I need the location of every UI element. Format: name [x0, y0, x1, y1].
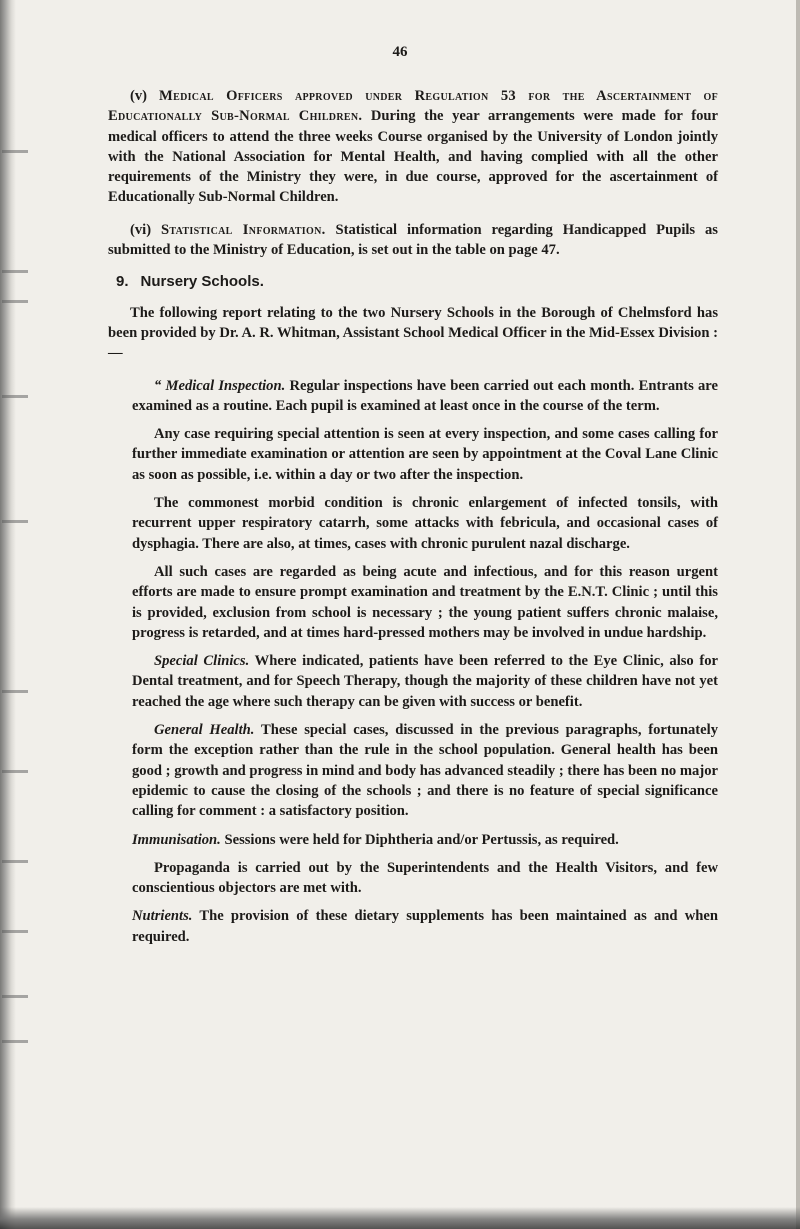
- bottom-shadow: [0, 1207, 800, 1229]
- section-v-body: During the year arrangements were made for four medical officers to attend the three weeks Course organised by the University of London jointly with the National Association for Mental Health, and having complied with all the other requirements of the Ministry they were, in due course, approved for the ascertainment of Educationally Sub-Normal Children.: [108, 108, 718, 206]
- acute-cases-paragraph: All such cases are regarded as being acute and infectious, and for this reason urgent efforts are made to ensure prompt examination and treatment by the E.N.T. Clinic ; until this is provided, exclusion from school is necessary ; the young patient suffers chronic malaise, progress is retarded, and at times hard-pressed mothers may be involved in undue hardship.: [132, 563, 718, 641]
- binding-marks: [0, 0, 40, 1229]
- page-edge: [796, 0, 800, 1229]
- section-vi-body: Statistical information regarding Handicapped Pupils as submitted to the Ministry of Education, is set out in the table on page 47.: [108, 221, 718, 259]
- section-vi: [108, 220, 718, 261]
- nutrients-body: The provision of these dietary supplements has been maintained as and when required.: [132, 908, 718, 945]
- page-number: 46: [392, 44, 408, 60]
- section-9-title: Nursery Schools.: [140, 273, 264, 291]
- section-v-title: Medical Officers approved under Regulation 53 for the Ascertainment of Educationally Sub-Normal Children.: [108, 88, 718, 125]
- medical-inspection-heading: “ Medical Inspection.: [154, 377, 286, 394]
- special-clinics-heading: Special Clinics.: [154, 653, 250, 670]
- special-clinics-body: Where indicated, patients have been referred to the Eye Clinic, also for Dental treatment, and for Speech Therapy, though the majority of these children have not yet reached the age where such therapy can be given with success or benefit.: [132, 653, 719, 710]
- special-attention-paragraph: Any case requiring special attention is seen at every inspection, and some cases calling for further immediate examination or attention are seen by appointment at the Coval Lane Clinic as soon as possible, i.e. within a day or two after the inspection.: [132, 426, 718, 483]
- general-health-heading: General Health.: [154, 722, 255, 739]
- morbid-condition-paragraph: The commonest morbid condition is chronic enlargement of infected tonsils, with recurrent upper respiratory catarrh, some attacks with febricula, and occasional cases of dysphagia. There are also, at times, cases with chronic purulent nazal discharge.: [132, 495, 718, 552]
- section-vi-label: (vi): [130, 221, 152, 238]
- nutrients-heading: Nutrients.: [132, 908, 193, 925]
- page-body: [108, 86, 718, 955]
- nursery-report: [132, 376, 718, 947]
- immunisation-heading: Immunisation.: [132, 831, 221, 848]
- section-v-label: (v): [130, 88, 148, 104]
- section-9-heading: [116, 272, 718, 292]
- medical-inspection-paragraph: [132, 376, 718, 417]
- special-clinics-paragraph: [132, 651, 718, 712]
- immunisation-paragraph: [132, 830, 718, 850]
- nutrients-paragraph: [132, 906, 718, 947]
- section-v: [108, 86, 718, 208]
- section-vi-title: Statistical Information.: [160, 221, 326, 238]
- immunisation-body: Sessions were held for Diphtheria and/or Pertussis, as required.: [224, 831, 619, 848]
- medical-inspection-body: Regular inspections have been carried out each month. Entrants are examined as a routine. Each pupil is examined at least once in the course of the term.: [132, 377, 718, 414]
- propaganda-paragraph: Propaganda is carried out by the Superintendents and the Health Visitors, and few conscientious objectors are met with.: [132, 859, 718, 897]
- general-health-body: These special cases, discussed in the previous paragraphs, fortunately form the exception rather than the rule in the school population. General health has been good ; growth and progress in mind and body has advanced steadily ; there has been no major epidemic to cause the closing of the schools ; and there is no feature of special significance calling for comment : a satisfactory position.: [132, 722, 718, 820]
- general-health-paragraph: [132, 720, 718, 821]
- section-9-number: 9.: [116, 273, 129, 291]
- section-9-intro: The following report relating to the two Nursery Schools in the Borough of Chelmsford has been provided by Dr. A. R. Whitman, Assistant School Medical Officer in the Mid-Essex Division :—: [108, 304, 718, 362]
